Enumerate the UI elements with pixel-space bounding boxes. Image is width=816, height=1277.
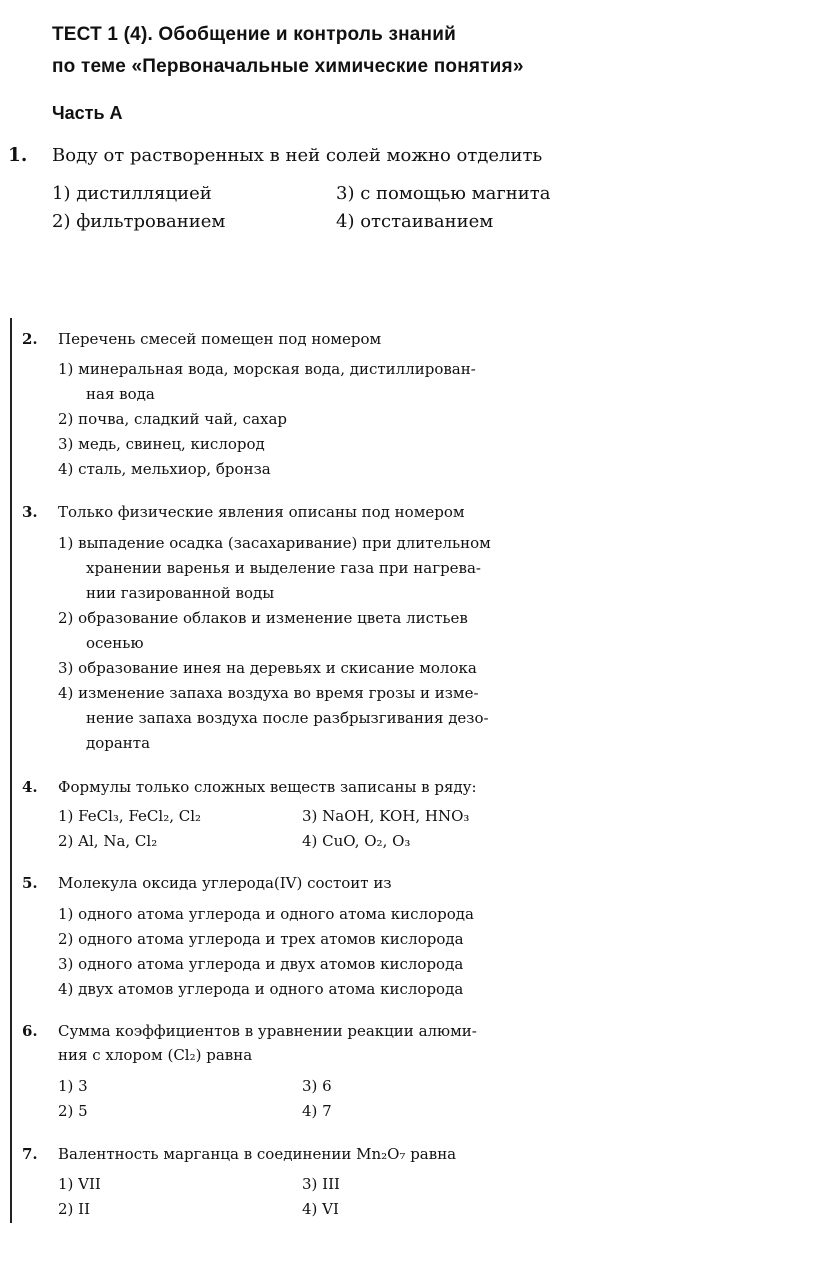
question-2-option-1-cont: ная вода <box>86 385 155 403</box>
question-6-option-1: 1) 3 <box>58 1077 88 1095</box>
question-6-option-2: 2) 5 <box>58 1102 88 1120</box>
question-7-option-4: 4) VI <box>302 1200 339 1218</box>
question-5-option-4: 4) двух атомов углерода и одного атома кислорода <box>58 980 464 998</box>
question-1-number: 1. <box>8 145 28 166</box>
question-2-number: 2. <box>22 330 38 348</box>
question-1-option-1: 1) дистилляцией <box>52 183 212 204</box>
question-5-option-2: 2) одного атома углерода и трех атомов кислорода <box>58 930 464 948</box>
question-3-text: Только физические явления описаны под номером <box>58 503 465 521</box>
question-3-option-1-cont2: нии газированной воды <box>86 584 275 602</box>
question-3-option-1: 1) выпадение осадка (засахаривание) при длительном <box>58 534 491 552</box>
question-6-option-3: 3) 6 <box>302 1077 332 1095</box>
question-6-text-cont: ния с хлором (Cl₂) равна <box>58 1046 253 1064</box>
question-6-number: 6. <box>22 1022 38 1040</box>
question-3-option-1-cont: хранении варенья и выделение газа при нагрева- <box>86 559 482 577</box>
question-3-option-4-cont2: доранта <box>86 734 151 752</box>
question-3-number: 3. <box>22 503 38 521</box>
question-3-option-2-cont: осенью <box>86 634 144 652</box>
margin-line <box>10 318 12 1223</box>
question-5-text: Молекула оксида углерода(IV) состоит из <box>58 874 392 892</box>
question-4-option-4: 4) CuO, O₂, O₃ <box>302 832 411 850</box>
question-3-option-4: 4) изменение запаха воздуха во время грозы и изме- <box>58 684 479 702</box>
question-4-option-3: 3) NaOH, KOH, HNO₃ <box>302 807 470 825</box>
question-4-option-2: 2) Al, Na, Cl₂ <box>58 832 158 850</box>
test-title-line2: по теме «Первоначальные химические понятия» <box>52 56 524 77</box>
part-heading: Часть А <box>52 103 123 123</box>
question-7-number: 7. <box>22 1145 38 1163</box>
question-4-text: Формулы только сложных веществ записаны в ряду: <box>58 778 477 796</box>
question-5-option-3: 3) одного атома углерода и двух атомов кислорода <box>58 955 464 973</box>
question-2-option-2: 2) почва, сладкий чай, сахар <box>58 410 288 428</box>
question-7-option-3: 3) III <box>302 1175 340 1193</box>
question-1-option-3: 3) с помощью магнита <box>336 183 551 204</box>
question-5-number: 5. <box>22 874 38 892</box>
question-1-text: Воду от растворенных в ней солей можно отделить <box>52 145 543 166</box>
question-3-option-4-cont: нение запаха воздуха после разбрызгивания дезо- <box>86 709 489 727</box>
question-4-option-1: 1) FeCl₃, FeCl₂, Cl₂ <box>58 807 202 825</box>
question-3-option-3: 3) образование инея на деревьях и скисание молока <box>58 659 477 677</box>
question-7-option-1: 1) VII <box>58 1175 101 1193</box>
question-3-option-2: 2) образование облаков и изменение цвета листьев <box>58 609 468 627</box>
question-5-option-1: 1) одного атома углерода и одного атома кислорода <box>58 905 474 923</box>
question-4-number: 4. <box>22 778 38 796</box>
question-7-option-2: 2) II <box>58 1200 91 1218</box>
question-2-text: Перечень смесей помещен под номером <box>58 330 382 348</box>
test-title-line1: ТЕСТ 1 (4). Обобщение и контроль знаний <box>52 24 456 45</box>
question-7-text: Валентность марганца в соединении Mn₂O₇ равна <box>58 1145 457 1163</box>
question-2-option-1: 1) минеральная вода, морская вода, дистиллирован- <box>58 360 476 378</box>
question-2-option-3: 3) медь, свинец, кислород <box>58 435 265 453</box>
question-6-text: Сумма коэффициентов в уравнении реакции алюми- <box>58 1022 477 1040</box>
question-6-option-4: 4) 7 <box>302 1102 332 1120</box>
question-1-option-2: 2) фильтрованием <box>52 211 226 232</box>
question-1-option-4: 4) отстаиванием <box>336 211 494 232</box>
question-2-option-4: 4) сталь, мельхиор, бронза <box>58 460 271 478</box>
